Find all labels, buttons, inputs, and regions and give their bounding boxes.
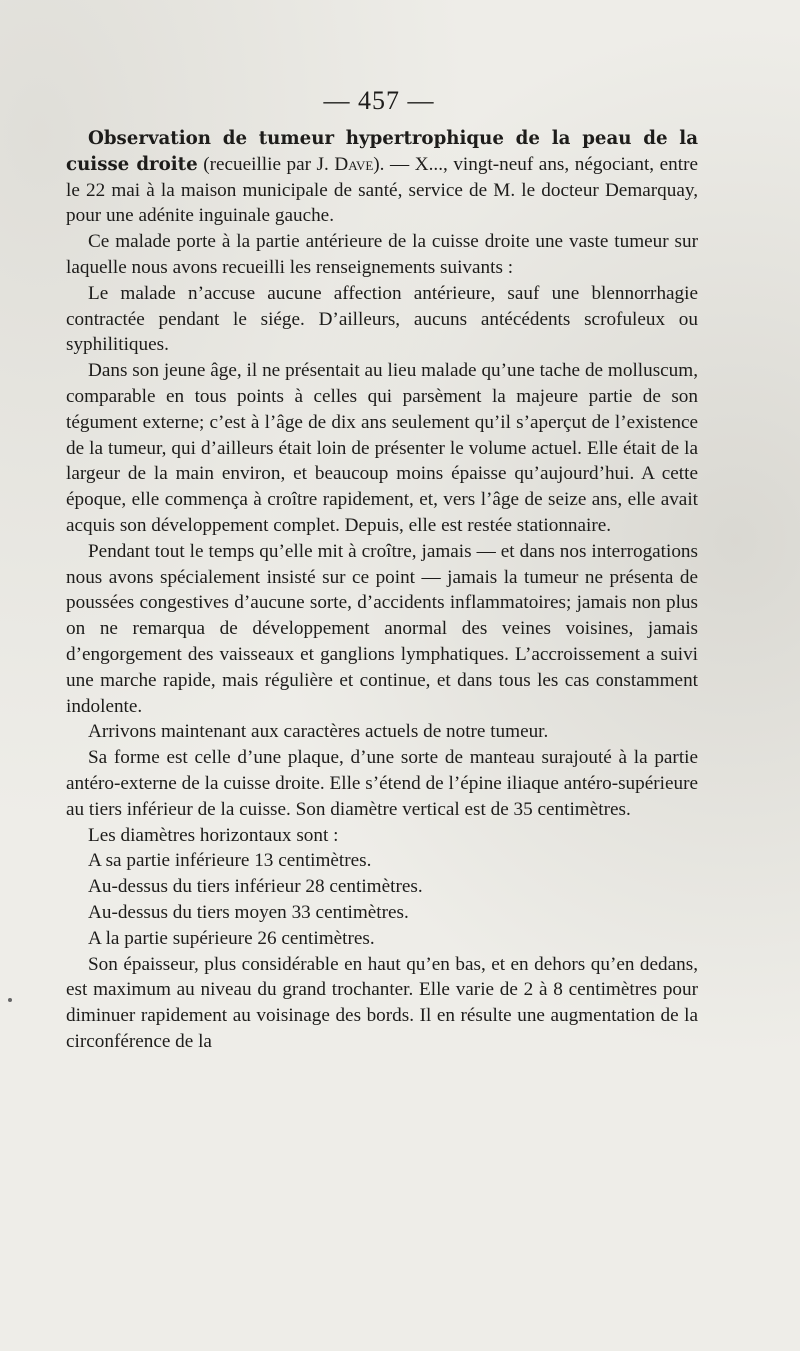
credit-prefix: (recueillie par J. [197,153,335,175]
paragraph: Les diamètres horizontaux sont : [88,824,339,846]
margin-mark [8,998,12,1002]
paragraph: Sa forme est celle d’une plaque, d’une sorte de manteau surajouté à la partie antéro-externe de la cuisse droite. Elle s’étend de l’épine iliaque antéro-supérieure au tiers inférieur de la cuisse. Son diamètre vertical est de 35 centimètres. [66,747,698,820]
observation-intro [66,126,698,229]
closing-paragraph: Son épaisseur, plus considérable en haut qu’en bas, et en dehors qu’en dedans, est maximum au niveau du grand trochanter. Elle varie de 2 à 8 centimètres pour diminuer rapidement au voisinage des bords. Il en résulte une augmentation de la circonférence de la [66,953,698,1052]
measurement-line: Au-dessus du tiers inférieur 28 centimètres. [88,876,423,898]
author-name: Dave [334,153,374,175]
observation-title: Observation de tumeur hypertrophique de la peau de la cuisse droite [66,128,698,175]
body-text [66,126,698,1055]
measurement-line: A la partie supérieure 26 centimètres. [88,927,375,949]
patient-intro: ). — X..., vingt-neuf ans, négociant, entre le 22 mai à la maison municipale de santé, service de M. le docteur Demarquay, pour une adénite inguinale gauche. [66,153,699,227]
paragraph: Le malade n’accuse aucune affection antérieure, sauf une blennorrhagie contractée pendant le siége. D’ailleurs, aucuns antécédents scrofuleux ou syphilitiques. [66,282,698,356]
paragraph: Pendant tout le temps qu’elle mit à croître, jamais — et dans nos interrogations nous avons spécialement insisté sur ce point — jamais la tumeur ne présenta de poussées congestives d’aucune sorte, d’accidents inflammatoires; jamais non plus on ne remarqua de développement anormal des veines voisines, jamais d’engorgement des vaisseaux et ganglions lymphatiques. L’accroissement a suivi une marche rapide, mais régulière et continue, et dans tous les cas constamment indolente. [66,540,698,717]
measurement-line: A sa partie inférieure 13 centimètres. [88,850,372,872]
page-number: — 457 — [323,86,435,115]
paragraph: Ce malade porte à la partie antérieure de la cuisse droite une vaste tumeur sur laquelle nous avons recueilli les renseignements suivants : [66,231,698,278]
paragraph: Dans son jeune âge, il ne présentait au lieu malade qu’une tache de molluscum, comparable en tous points à celles qui parsèment la majeure partie de son tégument externe; c’est à l’âge de dix ans seulement qu’il s’aperçut de l’existence de la tumeur, qui d’ailleurs était loin de présenter le volume actuel. Elle était de la largeur de la main environ, et beaucoup moins épaisse qu’aujourd’hui. A cette époque, elle commença à croître rapidement, et, vers l’âge de seize ans, elle avait acquis son développement complet. Depuis, elle est restée stationnaire. [66,360,698,536]
measurement-line: Au-dessus du tiers moyen 33 centimètres. [88,901,409,923]
paragraph: Arrivons maintenant aux caractères actuels de notre tumeur. [88,721,549,743]
